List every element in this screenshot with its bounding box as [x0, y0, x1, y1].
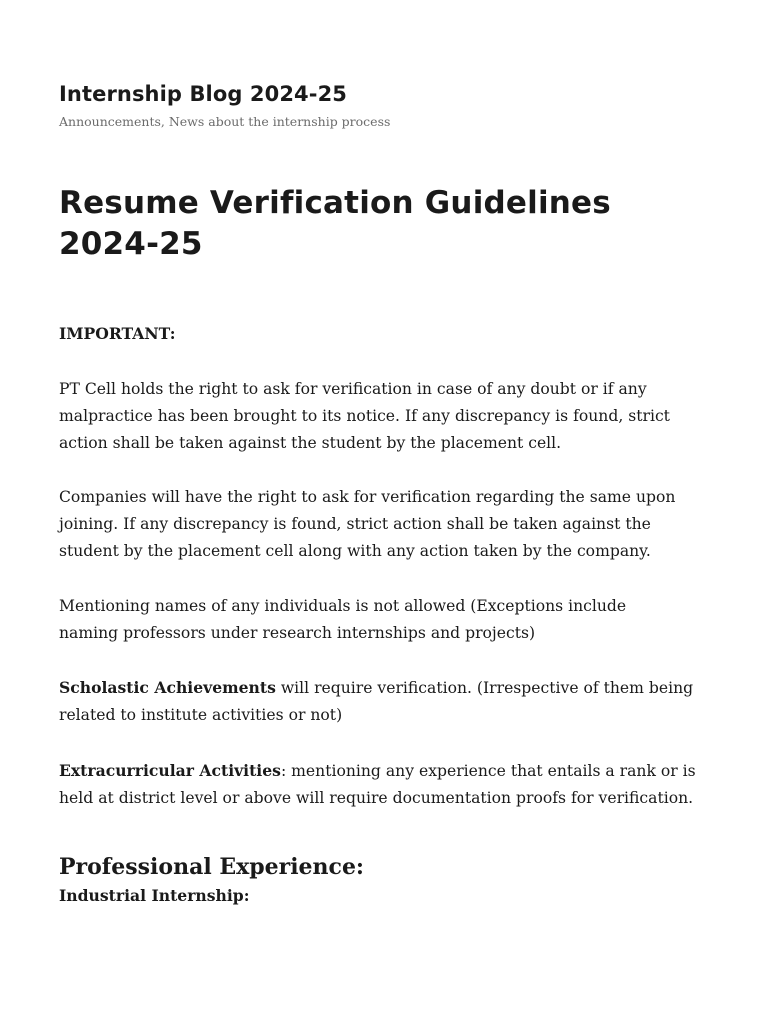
post-content	[59, 320, 719, 936]
text-line: held at district level or above will require documentation proofs for verification.	[59, 788, 694, 807]
text-line: naming professors under research internships and projects)	[59, 623, 536, 642]
post-title-line: Resume Verification Guidelines	[59, 185, 611, 221]
important-label: IMPORTANT:	[59, 324, 176, 343]
scholastic-text: will require verification. (Irrespective of them being	[275, 679, 694, 697]
text-line: joining. If any discrepancy is found, strict action shall be taken against the	[59, 515, 651, 533]
text-line: related to institute activities or not)	[59, 706, 343, 724]
site-tagline: Announcements, News about the internship process	[59, 114, 391, 129]
important-paragraph	[59, 320, 719, 348]
text-line: Companies will have the right to ask for verification regarding the same upon	[59, 488, 676, 506]
names-paragraph	[59, 593, 719, 647]
extracurricular-paragraph	[59, 757, 719, 812]
scholastic-label: Scholastic Achievements	[59, 678, 276, 697]
text-line: student by the placement cell along with any action taken by the company.	[59, 542, 651, 560]
scholastic-paragraph	[59, 674, 719, 729]
text-line: Mentioning names of any individuals is not allowed (Exceptions include	[59, 596, 627, 615]
companies-paragraph	[59, 484, 719, 565]
post-title-line: 2024-25	[59, 226, 203, 262]
text-line: PT Cell holds the right to ask for verification in case of any doubt or if any	[59, 379, 647, 398]
text-line	[59, 757, 719, 785]
site-title-link[interactable]: Internship Blog 2024-25	[59, 82, 348, 106]
text-line: malpractice has been brought to its notice. If any discrepancy is found, strict	[59, 406, 670, 425]
text-line: action shall be taken against the student by the placement cell.	[59, 433, 562, 452]
professional-experience-heading: Professional Experience:	[59, 853, 365, 880]
extracurricular-text: : mentioning any experience that entails a rank or is	[280, 761, 696, 780]
text-line	[59, 674, 719, 702]
extracurricular-label: Extracurricular Activities	[59, 760, 281, 780]
industrial-internship-heading: Industrial Internship:	[59, 885, 250, 905]
post-title	[59, 183, 709, 265]
verification-paragraph	[59, 376, 719, 457]
